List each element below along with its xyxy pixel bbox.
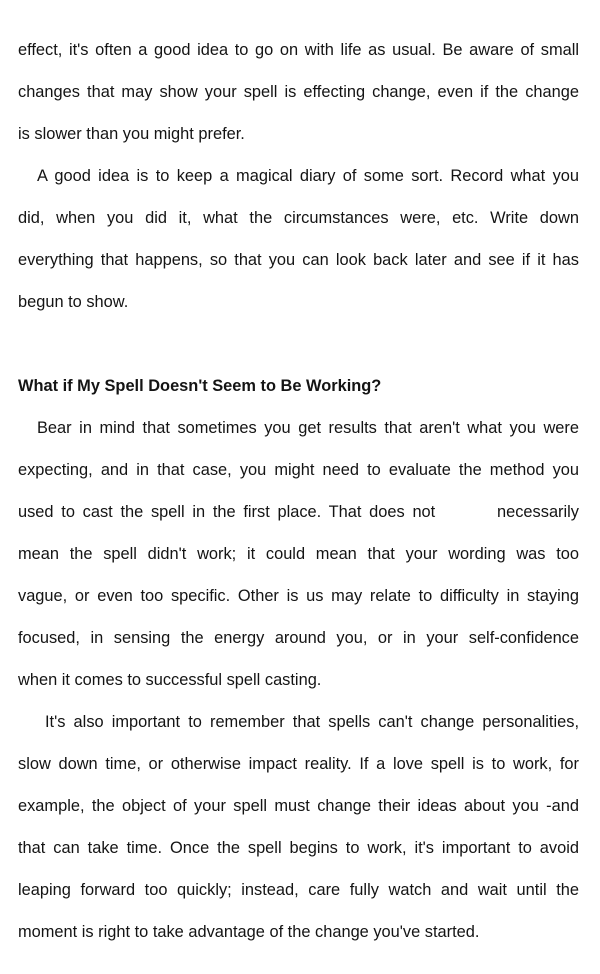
section-heading: What if My Spell Doesn't Seem to Be Working? — [18, 377, 382, 395]
text-line: moment is right to take advantage of the change you've started. — [18, 923, 480, 941]
text-line: slow down time, or otherwise impact reality. If a love spell is to work, for — [18, 755, 579, 773]
text-line: is slower than you might prefer. — [18, 125, 245, 143]
text-line: everything that happens, so that you can look back later and see if it has — [18, 251, 579, 269]
text-line: used to cast the spell in the first place. That does not necessarily — [18, 503, 579, 521]
text-line: leaping forward too quickly; instead, care fully watch and wait until the — [18, 881, 579, 899]
text-line: that can take time. Once the spell begins to work, it's important to avoid — [18, 839, 579, 857]
text-line: expecting, and in that case, you might need to evaluate the method you — [18, 461, 579, 479]
text-line: effect, it's often a good idea to go on with life as usual. Be aware of small — [18, 41, 579, 59]
text-line: It's also important to remember that spells can't change personalities, — [45, 713, 579, 731]
text-line: example, the object of your spell must change their ideas about you -and — [18, 797, 579, 815]
text-line: did, when you did it, what the circumstances were, etc. Write down — [18, 209, 579, 227]
text-line: A good idea is to keep a magical diary of some sort. Record what you — [37, 167, 579, 185]
text-line: focused, in sensing the energy around you, or in your self-confidence — [18, 629, 579, 647]
text-line: begun to show. — [18, 293, 129, 311]
text-line: changes that may show your spell is effecting change, even if the change — [18, 83, 579, 101]
text-line: vague, or even too specific. Other is us may relate to difficulty in staying — [18, 587, 579, 605]
text-line: when it comes to successful spell casting. — [18, 671, 322, 689]
text-line: Bear in mind that sometimes you get results that aren't what you were — [37, 419, 579, 437]
text-line: mean the spell didn't work; it could mean that your wording was too — [18, 545, 579, 563]
